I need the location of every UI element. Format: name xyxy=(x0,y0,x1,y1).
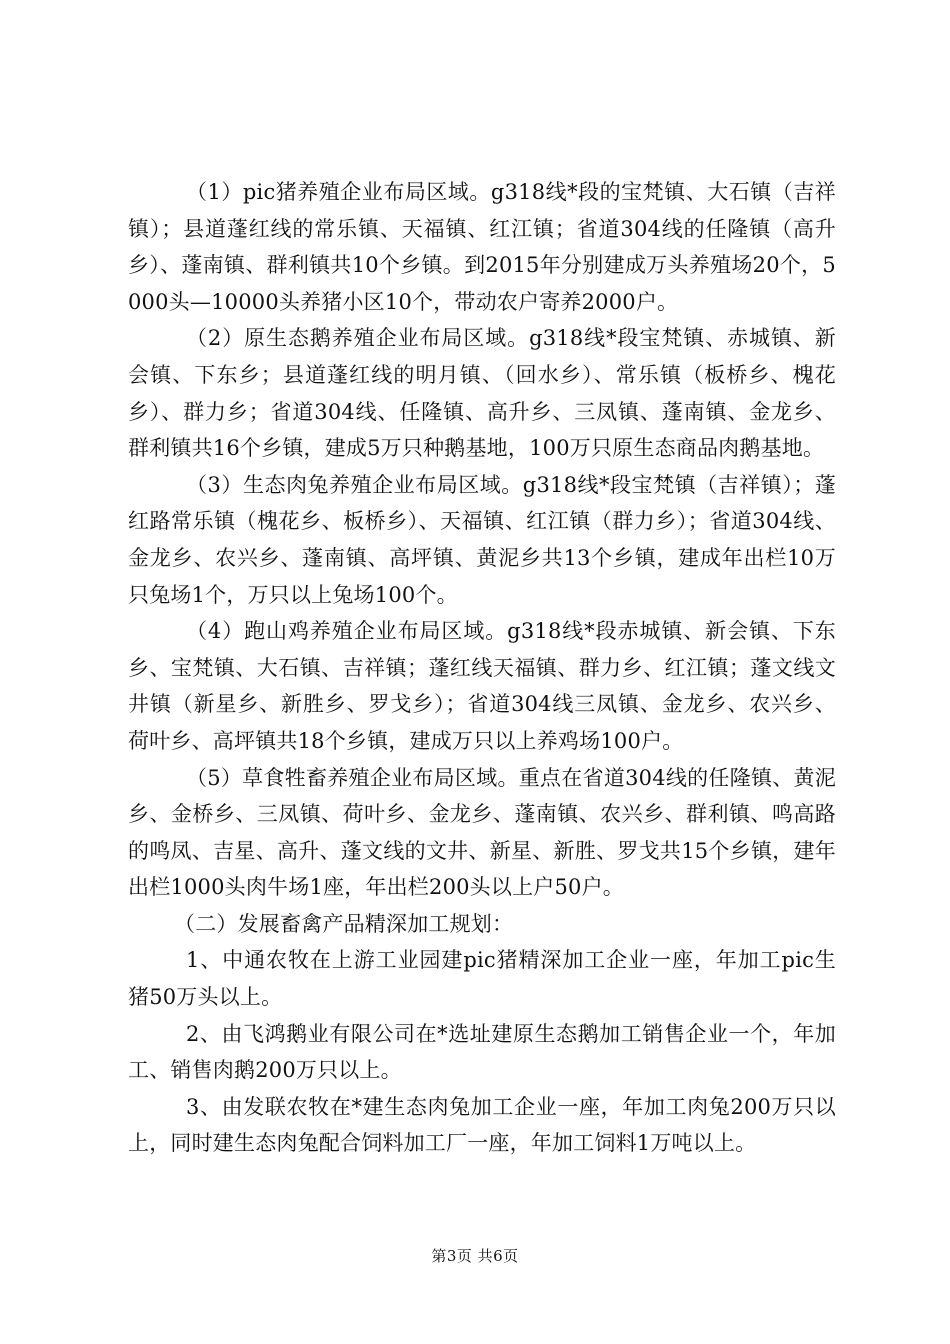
paragraph-rabbit-layout: （3）生态肉兔养殖企业布局区域。g318线*段宝梵镇（吉祥镇）；蓬红路常乐镇（槐花乡、板桥乡）、天福镇、红江镇（群力乡）；省道304线、金龙乡、农兴乡、蓬南镇、高坪镇、黄泥乡共13个乡镇，建成年出栏10万只兔场1个，万只以上兔场100个。 xyxy=(128,472,836,607)
paragraph-pig-layout: （1）pic猪养殖企业布局区域。g318线*段的宝梵镇、大石镇（吉祥镇）；县道蓬红线的常乐镇、天福镇、红江镇；省道304线的任隆镇（高升乡）、蓬南镇、群利镇共10个乡镇。到2015年分别建成万头养殖场20个，5000头—10000头养猪小区10个，带动农户寄养2000户。 xyxy=(128,180,836,314)
paragraph-processing-2: 2、由飞鸿鹅业有限公司在*选址建原生态鹅加工销售企业一个，年加工、销售肉鹅200万只以上。 xyxy=(128,1021,836,1083)
section-heading-processing: （二）发展畜禽产品精深加工规划： xyxy=(174,911,514,936)
paragraph-herbivore-layout: （5）草食牲畜养殖企业布局区域。重点在省道304线的任隆镇、黄泥乡、金桥乡、三凤镇、荷叶乡、金龙乡、蓬南镇、农兴乡、群利镇、鸣高路的鸣凤、吉星、高升、蓬文线的文井、新星、新胜、罗戈共15个乡镇，建年出栏1000头肉牛场1座，年出栏200头以上户50户。 xyxy=(128,765,836,900)
page-number-footer: 第3页 共6页 xyxy=(431,1247,519,1265)
paragraph-processing-1: 1、中通农牧在上游工业园建pic猪精深加工企业一座，年加工pic生猪50万头以上。 xyxy=(128,948,836,1010)
paragraph-chicken-layout: （4）跑山鸡养殖企业布局区域。g318线*段赤城镇、新会镇、下东乡、宝梵镇、大石镇、吉祥镇；蓬红线天福镇、群力乡、红江镇；蓬文线文井镇（新星乡、新胜乡、罗戈乡）；省道304线三凤镇、金龙乡、农兴乡、荷叶乡、高坪镇共18个乡镇，建成万只以上养鸡场100户。 xyxy=(128,619,836,753)
paragraph-goose-layout: （2）原生态鹅养殖企业布局区域。g318线*段宝梵镇、赤城镇、新会镇、下东乡；县道蓬红线的明月镇、（回水乡）、常乐镇（板桥乡、槐花乡）、群力乡；省道304线、任隆镇、高升乡、三凤镇、蓬南镇、金龙乡、群利镇共16个乡镇，建成5万只种鹅基地，100万只原生态商品肉鹅基地。 xyxy=(128,326,836,461)
document-body xyxy=(128,174,836,1162)
paragraph-processing-3: 3、由发联农牧在*建生态肉兔加工企业一座，年加工肉兔200万只以上，同时建生态肉兔配合饲料加工厂一座，年加工饲料1万吨以上。 xyxy=(128,1094,836,1156)
